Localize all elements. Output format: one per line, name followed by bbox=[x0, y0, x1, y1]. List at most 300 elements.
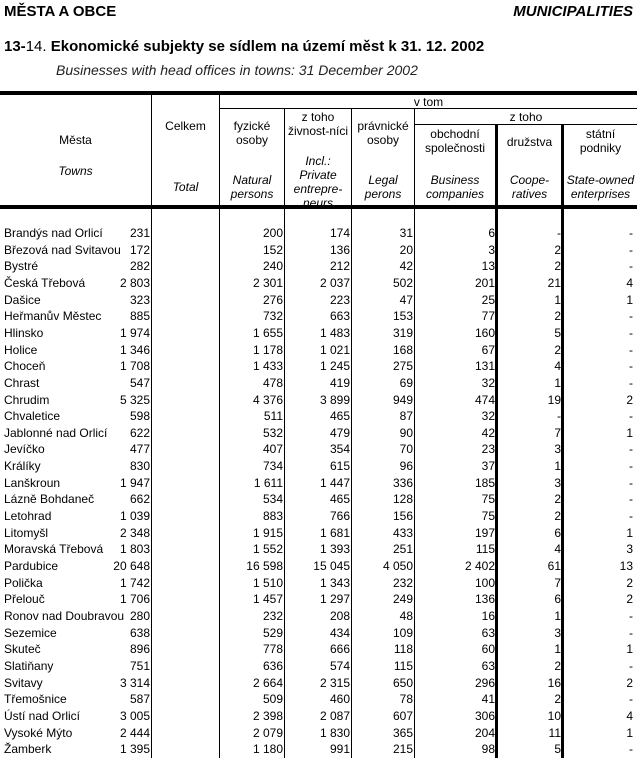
total-value: 2 803 bbox=[119, 275, 150, 290]
cooperatives-value: 2 bbox=[554, 342, 561, 357]
total-value: 1 708 bbox=[119, 359, 150, 374]
section-header-cz: MĚSTA A OBCE bbox=[4, 3, 117, 20]
legal-persons-value: 118 bbox=[393, 642, 413, 657]
header-coop-cz: družstva bbox=[506, 135, 553, 149]
business-companies-value: 100 bbox=[474, 575, 495, 590]
cooperatives-value: 1 bbox=[554, 292, 561, 307]
town-name: Polička bbox=[4, 575, 43, 590]
total-value: 280 bbox=[129, 608, 150, 623]
table-row bbox=[0, 558, 637, 575]
legal-persons-value: 365 bbox=[392, 725, 413, 740]
state-enterprises-value: - bbox=[629, 509, 633, 524]
private-entrepreneurs-value: 1 297 bbox=[319, 592, 350, 607]
legal-persons-value: 31 bbox=[399, 226, 413, 240]
natural-persons-value: 1 655 bbox=[252, 325, 283, 340]
town-name: Pardubice bbox=[4, 559, 59, 573]
legal-persons-value: 4 050 bbox=[382, 559, 413, 573]
business-companies-value: 201 bbox=[474, 275, 495, 290]
header-business-cz: obchodní společnosti bbox=[424, 127, 486, 155]
town-name: Vysoké Mýto bbox=[4, 725, 73, 740]
table-row bbox=[0, 292, 637, 309]
private-entrepreneurs-value: 615 bbox=[329, 459, 350, 474]
private-entrepreneurs-value: 2 315 bbox=[319, 675, 350, 690]
business-companies-value: 41 bbox=[481, 692, 495, 707]
business-companies-value: 60 bbox=[481, 642, 495, 657]
natural-persons-value: 511 bbox=[263, 409, 283, 424]
state-enterprises-value: - bbox=[629, 409, 633, 424]
table-row bbox=[0, 458, 637, 475]
header-state-cz: státní podniky bbox=[579, 127, 622, 155]
legal-persons-value: 128 bbox=[392, 492, 413, 507]
header-total-cz: Celkem bbox=[165, 119, 206, 133]
business-companies-value: 98 bbox=[481, 742, 495, 757]
total-value: 662 bbox=[129, 492, 150, 507]
total-value: 5 325 bbox=[119, 392, 150, 407]
table-row bbox=[0, 242, 637, 259]
total-value: 323 bbox=[129, 292, 150, 307]
cooperatives-value: 61 bbox=[547, 559, 561, 573]
private-entrepreneurs-value: 666 bbox=[329, 642, 350, 657]
cooperatives-value: - bbox=[557, 409, 561, 424]
business-companies-value: 63 bbox=[481, 625, 495, 640]
state-enterprises-value: - bbox=[629, 359, 633, 374]
total-value: 587 bbox=[129, 692, 150, 707]
town-name: Březová nad Svitavou bbox=[4, 242, 121, 257]
legal-persons-value: 153 bbox=[392, 309, 413, 324]
private-entrepreneurs-value: 1 245 bbox=[319, 359, 350, 374]
table-row bbox=[0, 358, 637, 375]
state-enterprises-value: 2 bbox=[626, 675, 633, 690]
table-row bbox=[0, 608, 637, 625]
total-value: 3 005 bbox=[119, 708, 150, 723]
cooperatives-value: 2 bbox=[554, 259, 561, 274]
table-row bbox=[0, 258, 637, 275]
header-private-cz: z toho živnost-níci bbox=[287, 110, 349, 138]
cooperatives-value: 6 bbox=[554, 525, 561, 540]
table-row bbox=[0, 541, 637, 558]
town-name: Chrast bbox=[4, 375, 40, 390]
natural-persons-value: 732 bbox=[262, 309, 283, 324]
town-name: Choceň bbox=[4, 359, 46, 374]
private-entrepreneurs-value: 663 bbox=[329, 309, 350, 324]
natural-persons-value: 1 510 bbox=[252, 575, 283, 590]
total-value: 1 803 bbox=[119, 542, 150, 557]
business-companies-value: 160 bbox=[474, 325, 495, 340]
natural-persons-value: 532 bbox=[262, 425, 283, 440]
town-name: Lázně Bohdaneč bbox=[4, 492, 95, 507]
state-enterprises-value: 1 bbox=[626, 292, 633, 307]
natural-persons-value: 2 664 bbox=[252, 675, 283, 690]
business-companies-value: 115 bbox=[475, 542, 495, 557]
natural-persons-value: 200 bbox=[262, 226, 283, 240]
state-enterprises-value: 13 bbox=[619, 559, 633, 573]
cooperatives-value: 4 bbox=[554, 359, 561, 374]
cooperatives-value: 16 bbox=[547, 675, 561, 690]
natural-persons-value: 734 bbox=[262, 459, 283, 474]
legal-persons-value: 87 bbox=[399, 409, 413, 424]
cooperatives-value: 11 bbox=[548, 725, 561, 740]
cooperatives-value: - bbox=[557, 226, 561, 240]
table-row bbox=[0, 741, 637, 758]
table-row bbox=[0, 508, 637, 525]
natural-persons-value: 276 bbox=[262, 292, 283, 307]
total-value: 1 974 bbox=[119, 325, 150, 340]
cooperatives-value: 7 bbox=[554, 575, 561, 590]
natural-persons-value: 232 bbox=[262, 608, 283, 623]
business-companies-value: 131 bbox=[474, 359, 495, 374]
total-value: 20 648 bbox=[113, 559, 150, 573]
town-name: Žamberk bbox=[4, 742, 52, 757]
total-value: 638 bbox=[129, 625, 150, 640]
state-enterprises-value: 3 bbox=[626, 542, 633, 557]
total-value: 1 947 bbox=[119, 475, 150, 490]
legal-persons-value: 215 bbox=[392, 742, 413, 757]
header-z-toho: z toho bbox=[509, 110, 543, 124]
table-row bbox=[0, 641, 637, 658]
business-companies-value: 204 bbox=[474, 725, 495, 740]
private-entrepreneurs-value: 223 bbox=[329, 292, 350, 307]
state-enterprises-value: - bbox=[629, 658, 633, 673]
header-coop-en: Coope-ratives bbox=[509, 173, 550, 201]
table-title-cz: Ekonomické subjekty se sídlem na území měst k 31. 12. 2002 bbox=[50, 38, 485, 55]
business-companies-value: 23 bbox=[481, 442, 495, 457]
legal-persons-value: 949 bbox=[392, 392, 413, 407]
cooperatives-value: 7 bbox=[554, 425, 561, 440]
business-companies-value: 136 bbox=[474, 592, 495, 607]
table-row bbox=[0, 342, 637, 359]
state-enterprises-value: - bbox=[629, 625, 633, 640]
town-name: Svitavy bbox=[4, 675, 43, 690]
private-entrepreneurs-value: 2 037 bbox=[319, 275, 350, 290]
legal-persons-value: 249 bbox=[392, 592, 413, 607]
town-name: Jablonné nad Orlicí bbox=[4, 425, 108, 440]
private-entrepreneurs-value: 766 bbox=[329, 509, 350, 524]
natural-persons-value: 778 bbox=[262, 642, 283, 657]
table-title bbox=[4, 38, 484, 55]
natural-persons-value: 883 bbox=[262, 509, 283, 524]
state-enterprises-value: 4 bbox=[626, 275, 633, 290]
state-enterprises-value: - bbox=[629, 492, 633, 507]
legal-persons-value: 650 bbox=[392, 675, 413, 690]
state-enterprises-value: - bbox=[629, 226, 633, 240]
legal-persons-value: 109 bbox=[392, 625, 413, 640]
cooperatives-value: 21 bbox=[547, 275, 561, 290]
cooperatives-value: 5 bbox=[554, 325, 561, 340]
state-enterprises-value: - bbox=[629, 475, 633, 490]
natural-persons-value: 1 611 bbox=[253, 475, 283, 490]
natural-persons-value: 152 bbox=[262, 242, 283, 257]
town-name: Ronov nad Doubravou bbox=[4, 608, 125, 623]
private-entrepreneurs-value: 460 bbox=[329, 692, 350, 707]
town-name: Ústí nad Orlicí bbox=[4, 708, 81, 723]
legal-persons-value: 607 bbox=[392, 708, 413, 723]
private-entrepreneurs-value: 1 681 bbox=[319, 525, 350, 540]
total-value: 885 bbox=[129, 309, 150, 324]
town-name: Slatiňany bbox=[4, 658, 54, 673]
header-towns-cz: Města bbox=[59, 133, 92, 147]
business-companies-value: 185 bbox=[474, 475, 495, 490]
town-name: Heřmanův Městec bbox=[4, 309, 102, 324]
legal-persons-value: 42 bbox=[399, 259, 413, 274]
table-row bbox=[0, 491, 637, 508]
business-companies-value: 197 bbox=[474, 525, 495, 540]
natural-persons-value: 529 bbox=[262, 625, 283, 640]
legal-persons-value: 232 bbox=[392, 575, 413, 590]
natural-persons-value: 509 bbox=[262, 692, 283, 707]
cooperatives-value: 10 bbox=[547, 708, 561, 723]
legal-persons-value: 69 bbox=[399, 375, 413, 390]
cooperatives-value: 1 bbox=[554, 375, 561, 390]
total-value: 2 348 bbox=[119, 525, 150, 540]
business-companies-value: 75 bbox=[481, 509, 495, 524]
private-entrepreneurs-value: 1 021 bbox=[319, 342, 350, 357]
private-entrepreneurs-value: 3 899 bbox=[319, 392, 350, 407]
table-row bbox=[0, 658, 637, 675]
table-row bbox=[0, 625, 637, 642]
total-value: 477 bbox=[129, 442, 150, 457]
table-number-bold: 13- bbox=[4, 38, 26, 55]
table-row bbox=[0, 275, 637, 292]
legal-persons-value: 433 bbox=[392, 525, 413, 540]
private-entrepreneurs-value: 1 447 bbox=[319, 475, 350, 490]
state-enterprises-value: - bbox=[629, 325, 633, 340]
business-companies-value: 42 bbox=[481, 425, 495, 440]
table-row bbox=[0, 441, 637, 458]
table-row bbox=[0, 691, 637, 708]
private-entrepreneurs-value: 212 bbox=[329, 259, 350, 274]
table-row bbox=[0, 325, 637, 342]
town-name: Králíky bbox=[4, 459, 41, 474]
business-companies-value: 37 bbox=[481, 459, 495, 474]
business-companies-value: 13 bbox=[481, 259, 495, 274]
town-name: Letohrad bbox=[4, 509, 52, 524]
state-enterprises-value: - bbox=[629, 259, 633, 274]
cooperatives-value: 3 bbox=[554, 475, 561, 490]
business-companies-value: 75 bbox=[481, 492, 495, 507]
private-entrepreneurs-value: 991 bbox=[329, 742, 350, 757]
total-value: 2 444 bbox=[119, 725, 150, 740]
legal-persons-value: 251 bbox=[392, 542, 413, 557]
state-enterprises-value: - bbox=[629, 692, 633, 707]
natural-persons-value: 1 433 bbox=[252, 359, 283, 374]
total-value: 830 bbox=[129, 459, 150, 474]
table-row bbox=[0, 591, 637, 608]
business-companies-value: 77 bbox=[481, 309, 495, 324]
cooperatives-value: 19 bbox=[547, 392, 561, 407]
business-companies-value: 63 bbox=[481, 658, 495, 673]
natural-persons-value: 1 457 bbox=[252, 592, 283, 607]
legal-persons-value: 168 bbox=[392, 342, 413, 357]
cooperatives-value: 1 bbox=[554, 459, 561, 474]
legal-persons-value: 48 bbox=[399, 608, 413, 623]
data-table bbox=[0, 91, 637, 758]
total-value: 1 706 bbox=[119, 592, 150, 607]
header-business-en: Business companies bbox=[425, 173, 485, 201]
total-value: 547 bbox=[129, 375, 150, 390]
town-name: Hlinsko bbox=[4, 325, 44, 340]
legal-persons-value: 47 bbox=[399, 292, 413, 307]
cooperatives-value: 2 bbox=[554, 658, 561, 673]
legal-persons-value: 275 bbox=[392, 359, 413, 374]
business-companies-value: 2 402 bbox=[464, 559, 495, 573]
natural-persons-value: 2 398 bbox=[252, 708, 283, 723]
private-entrepreneurs-value: 1 343 bbox=[319, 575, 350, 590]
cooperatives-value: 2 bbox=[554, 692, 561, 707]
state-enterprises-value: 2 bbox=[626, 575, 633, 590]
table-number-light: 14. bbox=[25, 38, 47, 55]
natural-persons-value: 16 598 bbox=[246, 559, 283, 573]
total-value: 598 bbox=[129, 409, 150, 424]
private-entrepreneurs-value: 15 045 bbox=[313, 559, 350, 573]
cooperatives-value: 1 bbox=[554, 608, 561, 623]
private-entrepreneurs-value: 465 bbox=[329, 409, 350, 424]
private-entrepreneurs-value: 574 bbox=[329, 658, 350, 673]
business-companies-value: 16 bbox=[481, 608, 495, 623]
town-name: Česká Třebová bbox=[4, 275, 86, 290]
private-entrepreneurs-value: 1 830 bbox=[319, 725, 350, 740]
state-enterprises-value: - bbox=[629, 342, 633, 357]
private-entrepreneurs-value: 419 bbox=[329, 375, 350, 390]
natural-persons-value: 534 bbox=[262, 492, 283, 507]
legal-persons-value: 156 bbox=[392, 509, 413, 524]
private-entrepreneurs-value: 1 393 bbox=[319, 542, 350, 557]
cooperatives-value: 5 bbox=[554, 742, 561, 757]
header-total-en: Total bbox=[172, 180, 199, 194]
table-row bbox=[0, 725, 637, 742]
header-legal-en: Legal perons bbox=[364, 173, 402, 201]
town-name: Chvaletice bbox=[4, 409, 61, 424]
state-enterprises-value: 1 bbox=[626, 725, 633, 740]
town-name: Bystré bbox=[4, 259, 39, 274]
natural-persons-value: 1 178 bbox=[252, 342, 283, 357]
town-name: Přelouč bbox=[4, 592, 45, 607]
private-entrepreneurs-value: 136 bbox=[329, 242, 350, 257]
natural-persons-value: 478 bbox=[262, 375, 283, 390]
header-legal-cz: právnické osoby bbox=[357, 119, 409, 147]
town-name: Chrudim bbox=[4, 392, 50, 407]
town-name: Moravská Třebová bbox=[4, 542, 104, 557]
divider bbox=[414, 124, 637, 125]
private-entrepreneurs-value: 174 bbox=[329, 226, 350, 240]
state-enterprises-value: - bbox=[629, 309, 633, 324]
private-entrepreneurs-value: 1 483 bbox=[319, 325, 350, 340]
header-private-en: Incl.: Private entrepre-neurs bbox=[293, 154, 343, 210]
state-enterprises-value: 2 bbox=[626, 392, 633, 407]
header-natural-cz: fyzické osoby bbox=[233, 119, 271, 147]
state-enterprises-value: - bbox=[629, 608, 633, 623]
town-name: Litomyšl bbox=[4, 525, 49, 540]
table-row bbox=[0, 675, 637, 692]
legal-persons-value: 20 bbox=[399, 242, 413, 257]
legal-persons-value: 78 bbox=[399, 692, 413, 707]
cooperatives-value: 3 bbox=[554, 442, 561, 457]
table-row bbox=[0, 425, 637, 442]
total-value: 1 395 bbox=[119, 742, 150, 757]
state-enterprises-value: 1 bbox=[626, 642, 633, 657]
natural-persons-value: 636 bbox=[262, 658, 283, 673]
town-name: Třemošnice bbox=[4, 692, 67, 707]
natural-persons-value: 2 079 bbox=[252, 725, 283, 740]
cooperatives-value: 3 bbox=[554, 625, 561, 640]
natural-persons-value: 240 bbox=[262, 259, 283, 274]
table-row bbox=[0, 708, 637, 725]
table-row bbox=[0, 525, 637, 542]
business-companies-value: 474 bbox=[474, 392, 495, 407]
total-value: 1 346 bbox=[119, 342, 150, 357]
private-entrepreneurs-value: 2 087 bbox=[319, 708, 350, 723]
private-entrepreneurs-value: 465 bbox=[329, 492, 350, 507]
total-value: 896 bbox=[129, 642, 150, 657]
state-enterprises-value: 1 bbox=[626, 525, 633, 540]
legal-persons-value: 502 bbox=[392, 275, 413, 290]
table-row bbox=[0, 575, 637, 592]
table-row bbox=[0, 225, 637, 242]
total-value: 172 bbox=[129, 242, 150, 257]
town-name: Sezemice bbox=[4, 625, 57, 640]
business-companies-value: 32 bbox=[481, 409, 495, 424]
private-entrepreneurs-value: 479 bbox=[329, 425, 350, 440]
table-subtitle-en: Businesses with head offices in towns: 31 December 2002 bbox=[56, 62, 418, 78]
private-entrepreneurs-value: 354 bbox=[329, 442, 350, 457]
business-companies-value: 3 bbox=[488, 242, 495, 257]
total-value: 622 bbox=[129, 425, 150, 440]
total-value: 1 742 bbox=[119, 575, 150, 590]
section-header-en: MUNICIPALITIES bbox=[513, 3, 633, 20]
town-name: Dašice bbox=[4, 292, 41, 307]
cooperatives-value: 6 bbox=[554, 592, 561, 607]
total-value: 231 bbox=[129, 226, 150, 240]
private-entrepreneurs-value: 434 bbox=[329, 625, 350, 640]
state-enterprises-value: - bbox=[629, 242, 633, 257]
state-enterprises-value: - bbox=[629, 442, 633, 457]
header-state-en: State-owned enterprises bbox=[566, 173, 635, 201]
table-row bbox=[0, 392, 637, 409]
business-companies-value: 32 bbox=[481, 375, 495, 390]
cooperatives-value: 2 bbox=[554, 242, 561, 257]
business-companies-value: 6 bbox=[488, 226, 495, 240]
legal-persons-value: 319 bbox=[392, 325, 413, 340]
natural-persons-value: 407 bbox=[262, 442, 283, 457]
state-enterprises-value: - bbox=[629, 459, 633, 474]
natural-persons-value: 2 301 bbox=[252, 275, 283, 290]
business-companies-value: 296 bbox=[474, 675, 495, 690]
state-enterprises-value: 4 bbox=[626, 708, 633, 723]
cooperatives-value: 2 bbox=[554, 309, 561, 324]
natural-persons-value: 1 915 bbox=[252, 525, 283, 540]
table-row bbox=[0, 408, 637, 425]
business-companies-value: 25 bbox=[481, 292, 495, 307]
legal-persons-value: 336 bbox=[392, 475, 413, 490]
table-row bbox=[0, 308, 637, 325]
town-name: Holice bbox=[4, 342, 38, 357]
total-value: 751 bbox=[129, 658, 150, 673]
town-name: Jevíčko bbox=[4, 442, 45, 457]
natural-persons-value: 1 180 bbox=[252, 742, 283, 757]
header-v-tom: v tom bbox=[413, 95, 444, 109]
total-value: 282 bbox=[129, 259, 150, 274]
legal-persons-value: 115 bbox=[393, 658, 413, 673]
cooperatives-value: 2 bbox=[554, 509, 561, 524]
total-value: 1 039 bbox=[119, 509, 150, 524]
legal-persons-value: 96 bbox=[399, 459, 413, 474]
table-row bbox=[0, 475, 637, 492]
legal-persons-value: 70 bbox=[399, 442, 413, 457]
town-name: Skuteč bbox=[4, 642, 41, 657]
private-entrepreneurs-value: 208 bbox=[329, 608, 350, 623]
legal-persons-value: 90 bbox=[399, 425, 413, 440]
state-enterprises-value: 2 bbox=[626, 592, 633, 607]
business-companies-value: 67 bbox=[481, 342, 495, 357]
